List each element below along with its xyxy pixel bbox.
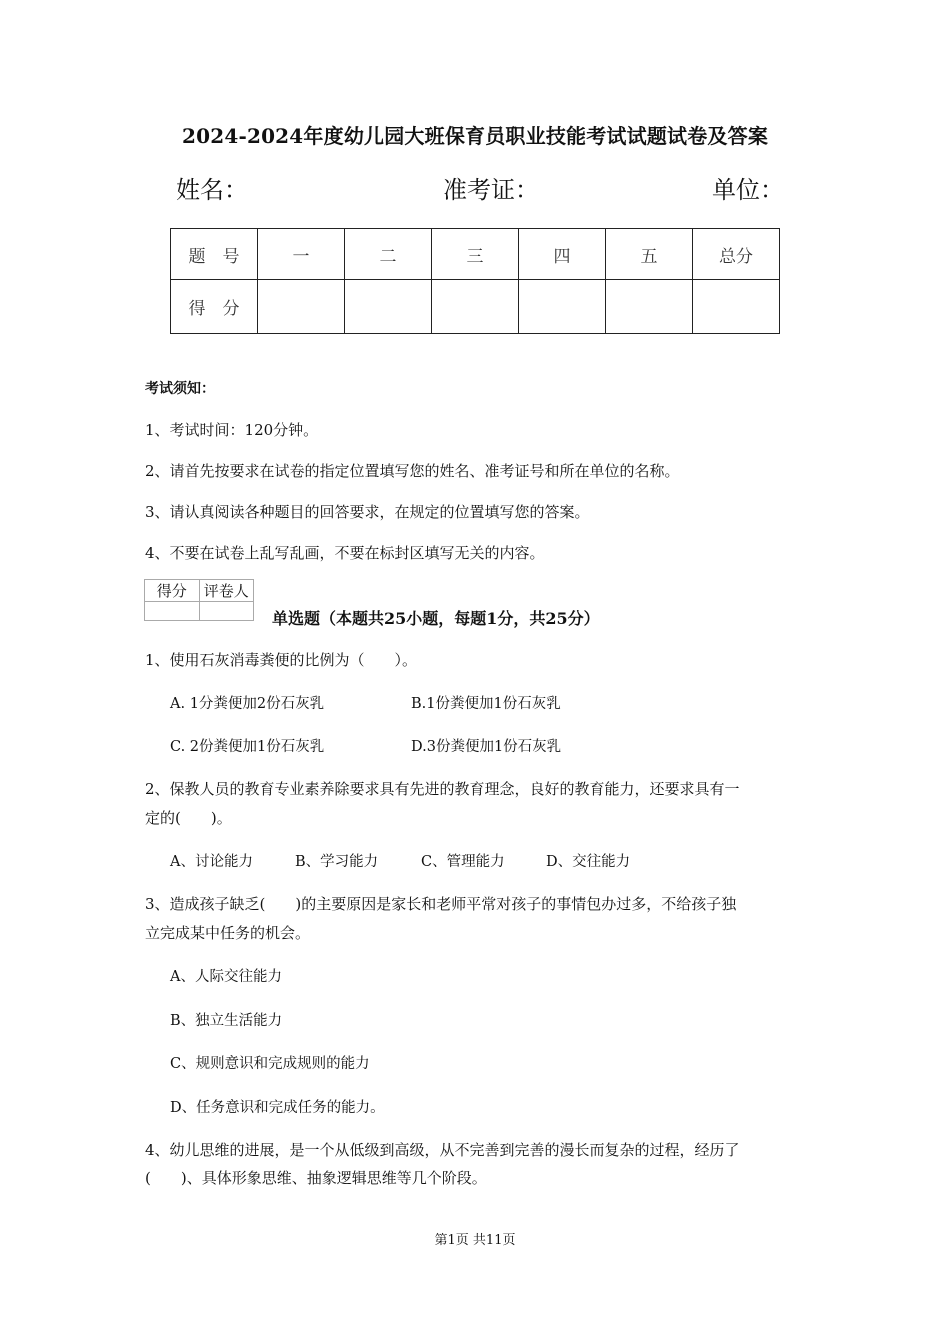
unit-field-label[interactable]: 单位： [712, 176, 784, 204]
score-table [170, 228, 780, 334]
question-2-stem-line-2: 定的( )。 [145, 809, 232, 827]
notice-item: 1、考试时间：120分钟。 [145, 421, 319, 439]
notice-item: 3、请认真阅读各种题目的回答要求，在规定的位置填写您的答案。 [145, 503, 590, 521]
score-cell-part-1: 一 [258, 229, 345, 280]
score-cell-total: 总分 [693, 229, 780, 280]
score-cell-label: 题 号 [171, 229, 258, 280]
notice-title: 考试须知： [145, 381, 215, 397]
score-cell-part-2: 二 [345, 229, 432, 280]
exam-id-field-label[interactable]: 准考证： [443, 176, 539, 204]
question-3-option-c[interactable]: C、规则意识和完成规则的能力 [170, 1056, 370, 1072]
question-4-stem-line-1: 4、幼儿思维的进展，是一个从低级到高级，从不完善到完善的漫长而复杂的过程，经历了 [145, 1141, 740, 1159]
score-input-3[interactable] [432, 280, 519, 334]
name-field-label[interactable]: 姓名： [176, 176, 248, 204]
question-1-stem: 1、使用石灰消毒粪便的比例为（ ）。 [145, 651, 418, 669]
score-input-4[interactable] [519, 280, 606, 334]
score-row-label: 得 分 [171, 280, 258, 334]
question-3-option-d[interactable]: D、任务意识和完成任务的能力。 [170, 1100, 385, 1116]
score-input-5[interactable] [606, 280, 693, 334]
section-title: 单选题（本题共25小题，每题1分，共25分） [272, 609, 600, 628]
question-1-option-c[interactable]: C. 2份粪便加1份石灰乳 [170, 739, 325, 755]
score-cell-part-3: 三 [432, 229, 519, 280]
score-input-1[interactable] [258, 280, 345, 334]
notice-item: 4、不要在试卷上乱写乱画，不要在标封区填写无关的内容。 [145, 544, 545, 562]
candidate-info-row [0, 170, 950, 204]
score-table-score-row [171, 280, 780, 334]
score-cell-part-5: 五 [606, 229, 693, 280]
question-1-option-b[interactable]: B.1份粪便加1份石灰乳 [411, 696, 561, 712]
question-2-option-d[interactable]: D、交往能力 [546, 854, 631, 870]
notice-item: 2、请首先按要求在试卷的指定位置填写您的姓名、准考证号和所在单位的名称。 [145, 462, 680, 480]
question-3-stem-line-1: 3、造成孩子缺乏( )的主要原因是家长和老师平常对孩子的事情包办过多，不给孩子独 [145, 895, 737, 913]
score-cell-part-4: 四 [519, 229, 606, 280]
question-1-option-d[interactable]: D.3份粪便加1份石灰乳 [411, 739, 562, 755]
grader-box [144, 579, 254, 621]
grader-score-input[interactable] [145, 602, 200, 621]
question-1-option-a[interactable]: A. 1分粪便加2份石灰乳 [170, 696, 325, 712]
grader-score-label: 得分 [145, 580, 200, 602]
question-2-option-c[interactable]: C、管理能力 [421, 854, 505, 870]
question-3-option-b[interactable]: B、独立生活能力 [170, 1013, 283, 1029]
question-3-stem-line-2: 立完成某中任务的机会。 [145, 924, 311, 942]
page-footer: 第1页 共11页 [434, 1233, 516, 1248]
question-2-option-a[interactable]: A、讨论能力 [170, 854, 253, 870]
grader-name-label: 评卷人 [199, 580, 254, 602]
question-2-option-b[interactable]: B、学习能力 [295, 854, 379, 870]
question-4-stem-line-2: ( )、具体形象思维、抽象逻辑思维等几个阶段。 [145, 1169, 487, 1187]
grader-name-input[interactable] [199, 602, 254, 621]
score-input-2[interactable] [345, 280, 432, 334]
question-3-option-a[interactable]: A、人际交往能力 [170, 969, 282, 985]
score-table-header-row [171, 229, 780, 280]
question-2-stem-line-1: 2、保教人员的教育专业素养除要求具有先进的教育理念，良好的教育能力，还要求具有一 [145, 780, 740, 798]
exam-title: 2024-2024年度幼儿园大班保育员职业技能考试试题试卷及答案 [181, 124, 769, 148]
score-input-total[interactable] [693, 280, 780, 334]
